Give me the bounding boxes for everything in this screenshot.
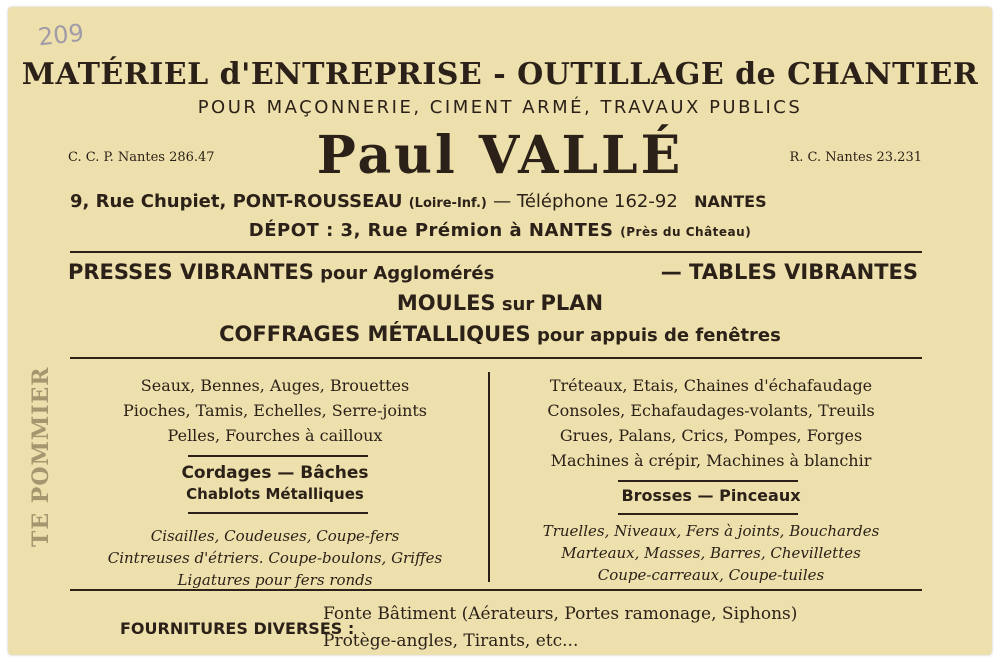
right-italic-line: Coupe-carreaux, Coupe-tuiles bbox=[597, 566, 825, 584]
right-tools-line: Machines à crépir, Machines à blanchir bbox=[550, 451, 872, 470]
product-presses-detail: pour Agglomérés bbox=[313, 263, 495, 284]
left-italic-line: Cintreuses d'étriers. Coupe-boulons, Griffes bbox=[107, 549, 443, 567]
right-tools-line: Consoles, Echafaudages-volants, Treuils bbox=[547, 401, 875, 420]
stamp bbox=[28, 337, 58, 547]
product-line-3 bbox=[8, 322, 992, 346]
product-presses: PRESSES VIBRANTES bbox=[68, 260, 314, 284]
product-moules: MOULES bbox=[396, 291, 496, 315]
right-short-rule-2 bbox=[618, 513, 798, 515]
right-italic-line: Marteaux, Masses, Barres, Chevillettes bbox=[561, 544, 861, 562]
product-moules-detail: sur bbox=[495, 294, 541, 315]
address-phone: — Téléphone 162-92 bbox=[493, 191, 678, 212]
left-tools-line: Pelles, Fourches à cailloux bbox=[167, 426, 383, 445]
business-card bbox=[8, 7, 992, 655]
left-short-rule-1 bbox=[188, 455, 368, 457]
product-plan: PLAN bbox=[540, 291, 604, 315]
rc-number: R. C. Nantes 23.231 bbox=[789, 150, 922, 165]
left-short-rule-2 bbox=[188, 512, 368, 514]
address-city: NANTES bbox=[694, 192, 767, 211]
address-region: (Loire-Inf.) bbox=[408, 196, 487, 211]
right-short-rule-1 bbox=[618, 480, 798, 482]
divider-bottom bbox=[70, 589, 922, 591]
left-column bbox=[70, 373, 480, 591]
column-divider bbox=[488, 372, 490, 582]
divider-top bbox=[70, 251, 922, 253]
card-title: MATÉRIEL d'ENTREPRISE - OUTILLAGE de CHANTIER bbox=[21, 57, 979, 92]
address-main: 9, Rue Chupiet, PONT-ROUSSEAU bbox=[70, 191, 403, 212]
divider-middle bbox=[70, 357, 922, 359]
depot-main: DÉPOT : 3, Rue Prémion à NANTES bbox=[248, 220, 614, 241]
product-line-1 bbox=[68, 260, 494, 284]
ccp-number: C. C. P. Nantes 286.47 bbox=[68, 150, 215, 165]
right-italic-line: Truelles, Niveaux, Fers à joints, Bouchardes bbox=[542, 522, 880, 540]
left-heading-cordages: Cordages — Bâches bbox=[181, 463, 369, 483]
depot-note: (Près du Château) bbox=[620, 225, 752, 239]
left-heading-chablots: Chablots Métalliques bbox=[186, 485, 364, 503]
company-name: Paul VALLÉ bbox=[316, 125, 684, 186]
depot-line bbox=[8, 220, 992, 241]
right-heading-brosses: Brosses — Pinceaux bbox=[621, 486, 801, 505]
product-coffrages-detail: pour appuis de fenêtres bbox=[530, 325, 781, 346]
card-subtitle: POUR MAÇONNERIE, CIMENT ARMÉ, TRAVAUX PUBLICS bbox=[197, 97, 803, 118]
fournitures-line-1: Fonte Bâtiment (Aérateurs, Portes ramonage, Siphons) bbox=[323, 604, 798, 624]
fournitures-label: FOURNITURES DIVERSES : bbox=[120, 619, 355, 638]
product-line-2 bbox=[8, 291, 992, 315]
product-tables: — TABLES VIBRANTES bbox=[660, 260, 918, 284]
handwritten-number: 209 bbox=[36, 18, 86, 52]
product-coffrages: COFFRAGES MÉTALLIQUES bbox=[219, 322, 531, 346]
left-tools-line: Pioches, Tamis, Echelles, Serre-joints bbox=[122, 401, 428, 420]
left-italic-line: Cisailles, Coudeuses, Coupe-fers bbox=[150, 527, 400, 545]
address-line bbox=[70, 191, 767, 212]
fournitures-line-2: Protège-angles, Tirants, etc... bbox=[323, 631, 579, 651]
left-italic-line: Ligatures pour fers ronds bbox=[177, 571, 373, 589]
right-tools-line: Grues, Palans, Crics, Pompes, Forges bbox=[559, 426, 863, 445]
right-tools-line: Tréteaux, Etais, Chaines d'échafaudage bbox=[549, 376, 873, 395]
stamp-text: TE POMMIER bbox=[28, 366, 54, 547]
left-tools-line: Seaux, Bennes, Auges, Brouettes bbox=[140, 376, 410, 395]
